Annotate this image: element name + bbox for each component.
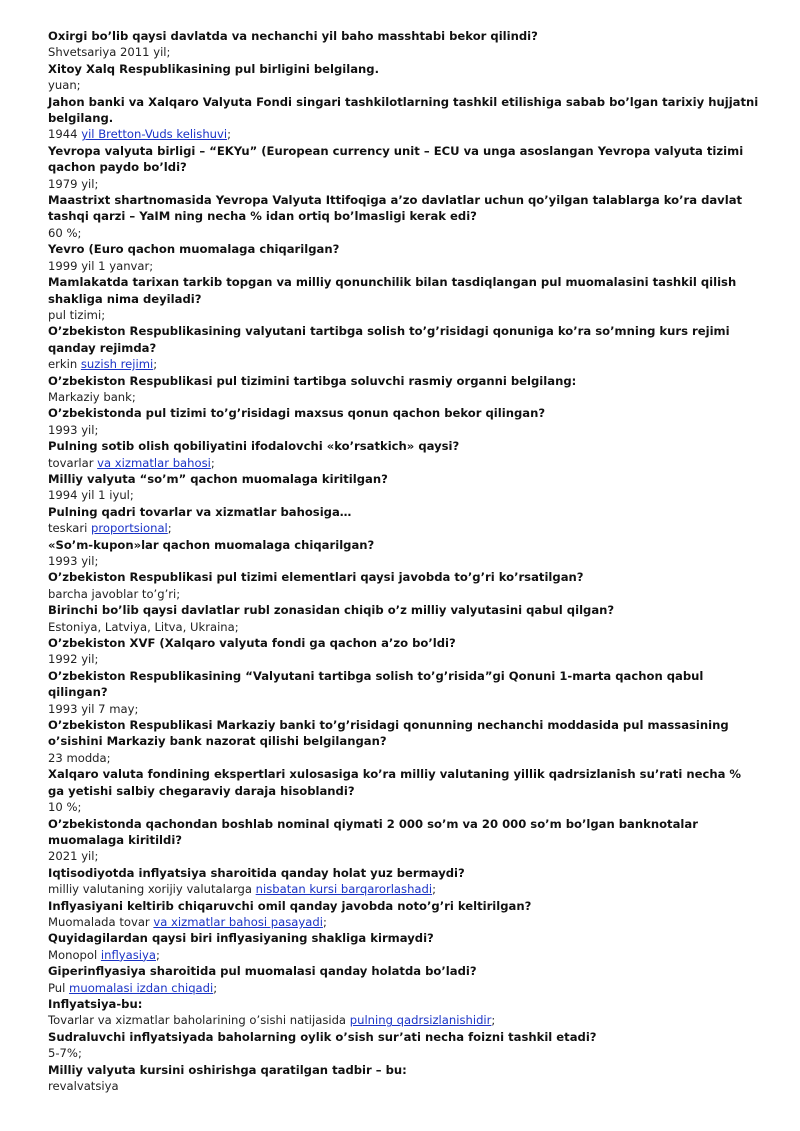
qa-item [48,816,760,865]
answer-text [48,520,760,536]
answer-text-plain: Monopol [48,947,101,962]
answer-punctuation: ; [322,914,327,929]
question-text: Xitoy Xalq Respublikasining pul birligini belgilang. [48,61,380,76]
answer-text [48,799,760,815]
question-text: Sudraluvchi inflyatsiyada baholarning oylik o’sish sur’ati necha foizni tashkil etadi? [48,1029,597,1044]
answer-text [48,126,760,142]
answer-text [48,1078,760,1094]
answer-text-plain: 23 modda; [48,750,111,765]
answer-text-plain: yuan; [48,78,81,93]
answer-link[interactable]: pulning qadrsizlanishidir [349,1013,492,1028]
answer-text-plain: Estoniya, Latviya, Litva, Ukraina; [48,619,239,634]
question-text: O’zbekiston Respublikasi pul tizimi elementlari qaysi javobda to’g’ri ko’rsatilgan? [48,570,584,585]
answer-text-plain: tovarlar [48,455,98,470]
question-text: O’zbekiston Respublikasining valyutani tartibga solish to’g’risidagi qonuniga ko’ra so’mning kurs rejimi qanday rejimda? [48,324,730,355]
answer-text-plain: 1993 yil 7 may; [48,701,139,716]
answer-text-plain: 1993 yil; [48,422,99,437]
answer-text [48,914,760,930]
answer-text [48,701,760,717]
qa-item [48,143,760,192]
answer-punctuation: ; [227,127,232,142]
question-text: Iqtisodiyotda inflyatsiya sharoitida qanday holat yuz bermaydi? [48,865,465,880]
answer-text-plain: 1992 yil; [48,652,99,667]
qa-item [48,94,760,143]
answer-text [48,487,760,503]
answer-punctuation: ; [213,980,218,995]
answer-text-plain: Pul [48,980,70,995]
answer-punctuation: ; [491,1013,496,1028]
answer-text-plain: 60 %; [48,225,82,240]
answer-text [48,881,760,897]
answer-link[interactable]: va xizmatlar bahosi [97,455,211,470]
answer-link[interactable]: proportsional [91,521,168,536]
answer-punctuation: ; [210,455,215,470]
qa-item [48,930,760,963]
question-text: O’zbekistonda pul tizimi to’g’risidagi maxsus qonun qachon bekor qilingan? [48,406,546,421]
question-text: O’zbekiston Respublikasi Markaziy banki to’g’risidagi qonunning nechanchi moddasida pul massasining o’sishini Markaziy bank nazorat qilishi belgilangan? [48,718,729,749]
answer-text [48,356,760,372]
answer-text [48,389,760,405]
answer-text-plain: pul tizimi; [48,307,106,322]
answer-text-plain: 2021 yil; [48,849,99,864]
answer-text [48,947,760,963]
question-text: O’zbekiston XVF (Xalqaro valyuta fondi ga qachon a’zo bo’ldi? [48,636,456,651]
question-text: Pulning qadri tovarlar va xizmatlar bahosiga… [48,504,352,519]
qa-item [48,274,760,323]
qa-item [48,405,760,438]
answer-text-plain: 1994 yil 1 iyul; [48,488,134,503]
question-text: Yevro (Euro qachon muomalaga chiqarilgan? [48,242,340,257]
answer-text [48,980,760,996]
qa-item [48,438,760,471]
qa-item [48,471,760,504]
qa-item [48,537,760,570]
answer-text-plain: barcha javoblar to’g’ri; [48,586,181,601]
qa-item [48,996,760,1029]
question-text: O’zbekistonda qachondan boshlab nominal qiymati 2 000 so’m va 20 000 so’m bo’lgan banknotalar muomalaga kiritildi? [48,816,698,847]
answer-link[interactable]: yil Bretton-Vuds kelishuvi [81,127,228,142]
answer-link[interactable]: nisbatan kursi barqarorlashadi [255,882,433,897]
qa-item [48,241,760,274]
answer-text [48,258,760,274]
answer-text [48,307,760,323]
answer-text [48,1012,760,1028]
answer-text-plain: 10 %; [48,800,82,815]
answer-text-plain: teskari [48,521,92,536]
answer-text-plain: Muomalada tovar [48,914,154,929]
answer-text [48,422,760,438]
answer-punctuation: ; [167,521,172,536]
question-text: Maastrixt shartnomasida Yevropa Valyuta Ittifoqiga a’zo davlatlar uchun qo’yilgan talablarga ko’ra davlat tashqi qarzi – YaIM ning necha % idan ortiq bo’lmasligi kerak edi? [48,193,743,224]
answer-text [48,176,760,192]
answer-text [48,651,760,667]
question-text: Jahon banki va Xalqaro Valyuta Fondi singari tashkilotlarning tashkil etilishiga sabab bo’lgan tarixiy hujjatni belgilang. [48,94,759,126]
qa-item [48,28,760,61]
answer-text [48,750,760,766]
answer-text-plain: 1979 yil; [48,176,99,191]
question-text: Oxirgi bo’lib qaysi davlatda va nechanchi yil baho masshtabi bekor qilindi? [48,29,538,43]
question-text: Yevropa valyuta birligi – “EKYu” (European currency unit – ECU va unga asoslangan Yevropa valyuta tizimi qachon paydo bo’ldi? [48,143,744,175]
question-text: Pulning sotib olish qobiliyatini ifodalovchi «ko’rsatkich» qaysi? [48,439,460,454]
qa-item [48,717,760,766]
question-text: Milliy valyuta kursini oshirishga qaratilgan tadbir – bu: [48,1062,407,1077]
question-text: Inflyatsiya-bu: [48,996,143,1011]
qa-item [48,865,760,898]
answer-text-plain: milliy valutaning xorijiy valutalarga [48,882,256,897]
question-text: Mamlakatda tarixan tarkib topgan va milliy qonunchilik bilan tasdiqlangan pul muomalasini tashkil qilish shakliga nima deyiladi? [48,275,737,306]
qa-item [48,61,760,94]
answer-text-plain: Markaziy bank; [48,389,136,404]
qa-item [48,635,760,668]
answer-text-plain: 5-7%; [48,1046,82,1061]
answer-text-plain: revalvatsiya [48,1079,119,1093]
answer-text [48,455,760,471]
question-text: Xalqaro valuta fondining ekspertlari xulosasiga ko’ra milliy valutaning yillik qadrsizlanish su’rati necha % ga yetishi salbiy chegaraviy daraja hisoblandi? [48,767,742,798]
qa-item [48,963,760,996]
answer-text-plain: 1944 [48,127,82,142]
question-text: «So’m-kupon»lar qachon muomalaga chiqarilgan? [48,537,375,552]
question-text: Quyidagilardan qaysi biri inflyasiyaning shakliga kirmaydi? [48,931,434,946]
answer-text-plain: Tovarlar va xizmatlar baholarining o’sishi natijasida [48,1013,350,1028]
answer-text [48,1045,760,1061]
answer-text-plain: erkin [48,357,81,372]
answer-text [48,619,760,635]
answer-text [48,848,760,864]
answer-text-plain: 1993 yil; [48,554,99,568]
answer-link[interactable]: va xizmatlar bahosi pasayadi [153,914,323,929]
answer-punctuation: ; [155,947,160,962]
answer-text [48,553,760,569]
qa-item [48,1029,760,1062]
qa-item [48,602,760,635]
qa-item [48,373,760,406]
question-text: Milliy valyuta “so’m” qachon muomalaga kiritilgan? [48,471,388,486]
qa-item [48,192,760,241]
question-text: O’zbekiston Respublikasi pul tizimini tartibga soluvchi rasmiy organni belgilang: [48,373,577,388]
answer-link[interactable]: muomalasi izdan chiqadi [69,980,214,995]
qa-item [48,1062,760,1095]
qa-item [48,668,760,717]
answer-link[interactable]: inflyasiya [100,947,156,962]
qa-item [48,569,760,602]
answer-link[interactable]: suzish rejimi [80,357,154,372]
answer-text-plain: 1999 yil 1 yanvar; [48,258,154,273]
document-body [48,28,760,1094]
question-text: Giperinflyasiya sharoitida pul muomalasi qanday holatda bo’ladi? [48,964,477,979]
answer-text [48,586,760,602]
question-text: Birinchi bo’lib qaysi davlatlar rubl zonasidan chiqib o’z milliy valyutasini qabul qilgan? [48,603,615,618]
answer-punctuation: ; [153,357,158,372]
qa-item [48,504,760,537]
qa-item [48,766,760,815]
answer-punctuation: ; [432,882,437,897]
qa-item [48,323,760,372]
question-text: O’zbekiston Respublikasining “Valyutani tartibga solish to’g’risida”gi Qonuni 1-marta qachon qabul qilingan? [48,668,704,700]
answer-text [48,225,760,241]
answer-text [48,77,760,93]
qa-item [48,898,760,931]
question-text: Inflyasiyani keltirib chiqaruvchi omil qanday javobda noto’g’ri keltirilgan? [48,898,532,913]
answer-text-plain: Shvetsariya 2011 yil; [48,45,171,60]
answer-text [48,44,760,60]
